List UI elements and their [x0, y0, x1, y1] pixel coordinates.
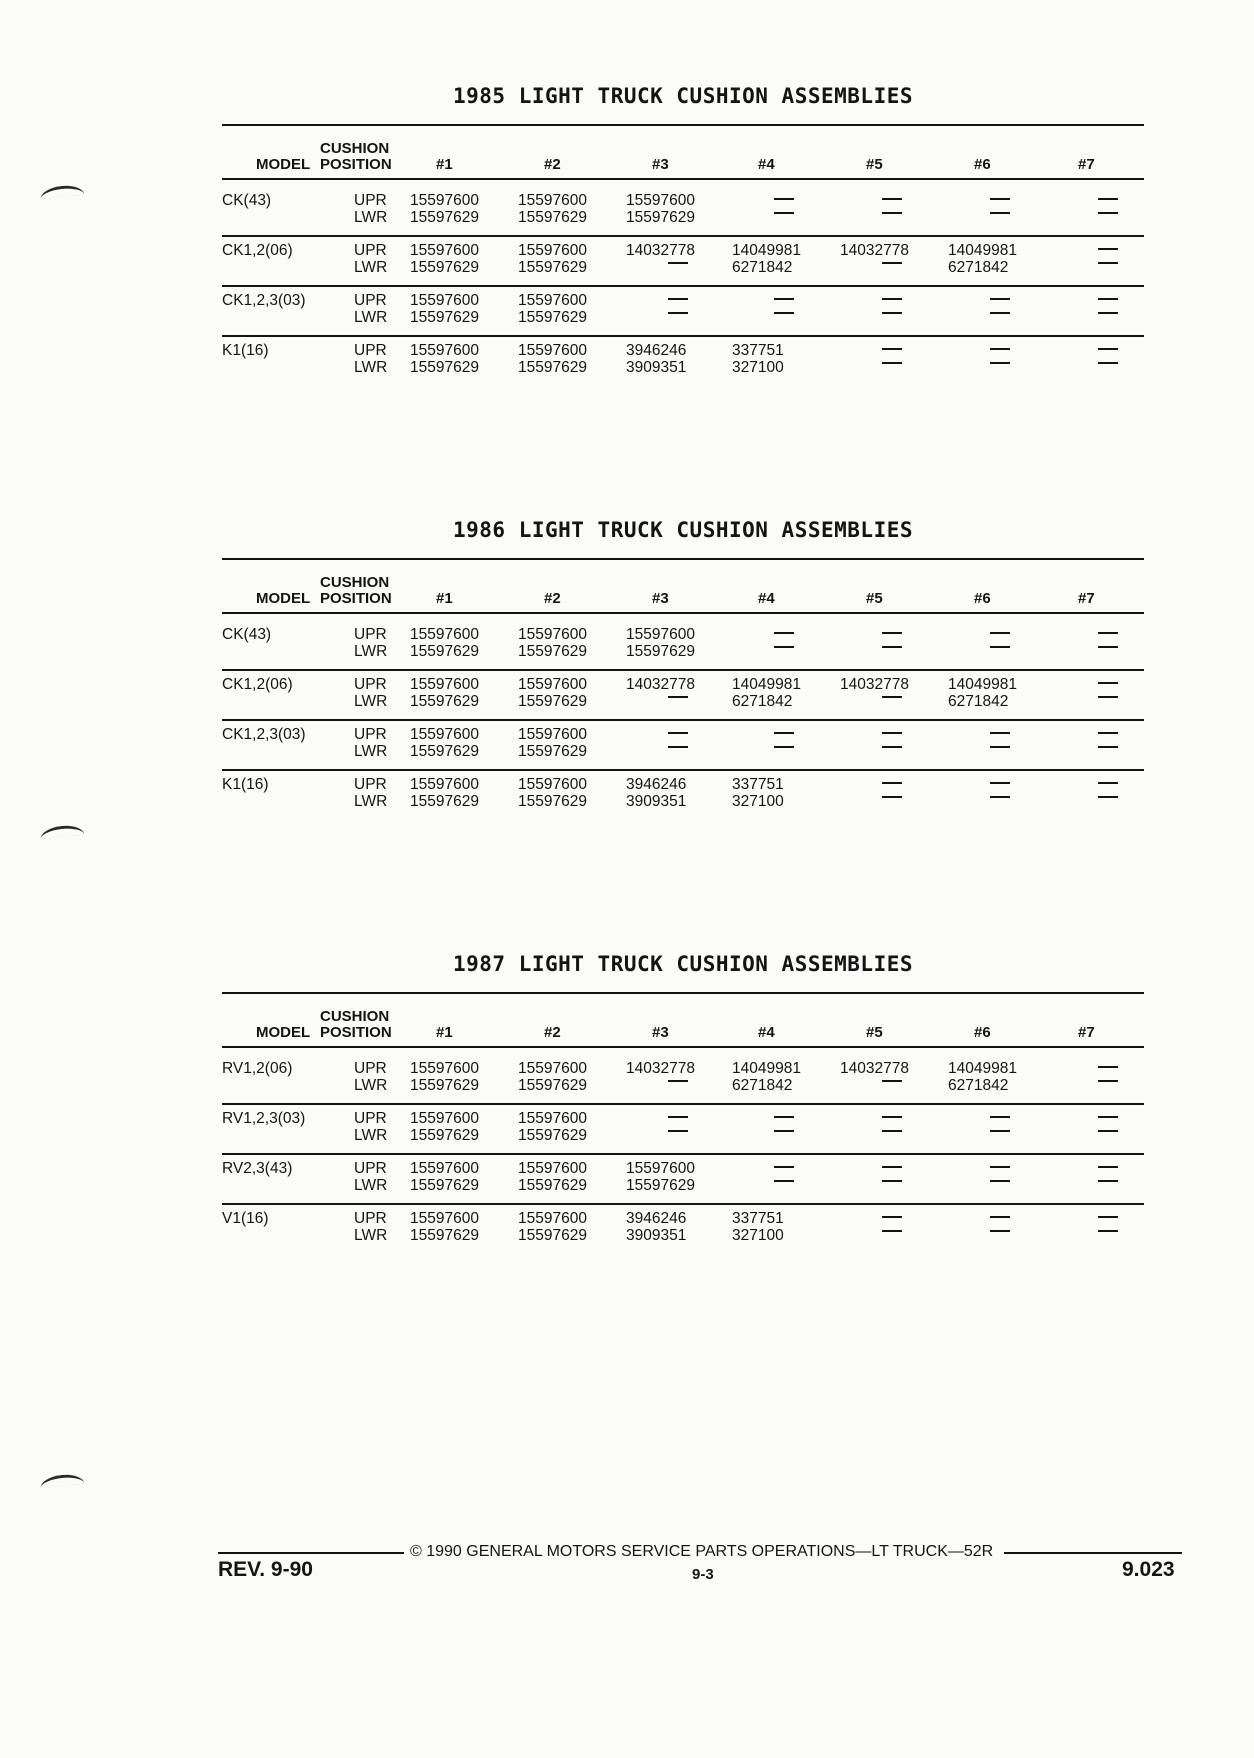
- empty-dash: [882, 1080, 902, 1082]
- position-upr: UPR: [354, 192, 387, 209]
- position-upr: UPR: [354, 242, 387, 259]
- position-lwr: LWR: [354, 1177, 388, 1194]
- row-divider: [222, 1103, 1144, 1105]
- empty-dash: [1098, 696, 1118, 698]
- table-row: [222, 1060, 1144, 1100]
- header-col-2: #2: [544, 590, 561, 607]
- empty-dash: [882, 796, 902, 798]
- empty-dash: [990, 312, 1010, 314]
- model-cell: CK1,2(06): [222, 676, 293, 693]
- model-cell: CK1,2,3(03): [222, 292, 306, 309]
- header-col-1: #1: [436, 156, 453, 173]
- part-number-lwr: 15597629: [518, 793, 587, 810]
- part-number-lwr: 15597629: [626, 1177, 695, 1194]
- empty-dash: [882, 312, 902, 314]
- empty-dash: [882, 732, 902, 734]
- cushion-table-2: [222, 518, 1144, 818]
- empty-dash: [882, 632, 902, 634]
- header-col-6: #6: [974, 156, 991, 173]
- part-number-upr: 14049981: [948, 1060, 1017, 1077]
- empty-dash: [882, 1130, 902, 1132]
- part-number-upr: 15597600: [626, 626, 695, 643]
- position-upr: UPR: [354, 292, 387, 309]
- part-number-lwr: 6271842: [732, 693, 793, 710]
- empty-dash: [882, 212, 902, 214]
- part-number-upr: 15597600: [410, 1060, 479, 1077]
- table-title: 1985 LIGHT TRUCK CUSHION ASSEMBLIES: [452, 84, 913, 108]
- part-number-upr: 14032778: [626, 1060, 695, 1077]
- empty-dash: [668, 696, 688, 698]
- model-cell: K1(16): [222, 342, 269, 359]
- footer-doc-number: 9.023: [1122, 1558, 1175, 1581]
- header-model: MODEL: [256, 1024, 311, 1041]
- part-number-lwr: 327100: [732, 1227, 784, 1244]
- table-row: [222, 1110, 1144, 1150]
- part-number-lwr: 15597629: [410, 259, 479, 276]
- header-col-3: #3: [652, 156, 669, 173]
- empty-dash: [668, 1080, 688, 1082]
- position-lwr: LWR: [354, 1227, 388, 1244]
- binder-crease-top: [40, 184, 85, 200]
- part-number-upr: 15597600: [518, 626, 587, 643]
- part-number-lwr: 15597629: [518, 643, 587, 660]
- empty-dash: [1098, 262, 1118, 264]
- header-model: MODEL: [256, 590, 311, 607]
- part-number-lwr: 15597629: [518, 259, 587, 276]
- part-number-upr: 15597600: [518, 1160, 587, 1177]
- header-cushion: CUSHION: [320, 1008, 390, 1025]
- empty-dash: [990, 1230, 1010, 1232]
- header-col-5: #5: [866, 1024, 883, 1041]
- part-number-upr: 15597600: [410, 292, 479, 309]
- part-number-lwr: 15597629: [410, 693, 479, 710]
- part-number-lwr: 15597629: [410, 1227, 479, 1244]
- part-number-upr: 14032778: [840, 1060, 909, 1077]
- part-number-upr: 15597600: [410, 1160, 479, 1177]
- model-cell: RV2,3(43): [222, 1160, 293, 1177]
- model-cell: RV1,2,3(03): [222, 1110, 306, 1127]
- part-number-upr: 15597600: [518, 192, 587, 209]
- table-row: [222, 192, 1144, 232]
- part-number-lwr: 15597629: [410, 743, 479, 760]
- empty-dash: [774, 298, 794, 300]
- position-upr: UPR: [354, 1060, 387, 1077]
- empty-dash: [774, 1130, 794, 1132]
- header-col-2: #2: [544, 156, 561, 173]
- part-number-lwr: 327100: [732, 793, 784, 810]
- part-number-upr: 15597600: [626, 1160, 695, 1177]
- empty-dash: [1098, 1180, 1118, 1182]
- row-divider: [222, 285, 1144, 287]
- empty-dash: [882, 348, 902, 350]
- header-col-2: #2: [544, 1024, 561, 1041]
- part-number-lwr: 15597629: [518, 309, 587, 326]
- part-number-upr: 14049981: [732, 242, 801, 259]
- empty-dash: [882, 262, 902, 264]
- header-col-7: #7: [1078, 1024, 1095, 1041]
- empty-dash: [1098, 732, 1118, 734]
- part-number-lwr: 15597629: [410, 359, 479, 376]
- empty-dash: [1098, 298, 1118, 300]
- empty-dash: [882, 198, 902, 200]
- empty-dash: [1098, 1130, 1118, 1132]
- row-divider: [222, 669, 1144, 671]
- part-number-upr: 15597600: [518, 776, 587, 793]
- part-number-lwr: 15597629: [410, 309, 479, 326]
- empty-dash: [774, 198, 794, 200]
- empty-dash: [774, 732, 794, 734]
- part-number-lwr: 15597629: [518, 693, 587, 710]
- empty-dash: [990, 1130, 1010, 1132]
- empty-dash: [882, 1166, 902, 1168]
- header-col-4: #4: [758, 590, 775, 607]
- empty-dash: [1098, 646, 1118, 648]
- position-upr: UPR: [354, 1110, 387, 1127]
- row-divider: [222, 335, 1144, 337]
- empty-dash: [882, 362, 902, 364]
- part-number-lwr: 15597629: [626, 209, 695, 226]
- position-lwr: LWR: [354, 359, 388, 376]
- part-number-lwr: 6271842: [732, 259, 793, 276]
- empty-dash: [668, 732, 688, 734]
- empty-dash: [774, 1180, 794, 1182]
- empty-dash: [668, 262, 688, 264]
- empty-dash: [774, 1116, 794, 1118]
- empty-dash: [1098, 1116, 1118, 1118]
- part-number-upr: 15597600: [410, 192, 479, 209]
- part-number-lwr: 15597629: [410, 1177, 479, 1194]
- header-col-4: #4: [758, 156, 775, 173]
- part-number-upr: 3946246: [626, 776, 687, 793]
- part-number-lwr: 3909351: [626, 359, 687, 376]
- table-top-rule: [222, 558, 1144, 560]
- cushion-table-1: [222, 84, 1144, 384]
- empty-dash: [1098, 312, 1118, 314]
- header-col-5: #5: [866, 156, 883, 173]
- row-divider: [222, 235, 1144, 237]
- empty-dash: [668, 1130, 688, 1132]
- header-col-1: #1: [436, 590, 453, 607]
- part-number-lwr: 15597629: [410, 793, 479, 810]
- part-number-lwr: 15597629: [410, 209, 479, 226]
- empty-dash: [1098, 796, 1118, 798]
- part-number-lwr: 6271842: [948, 693, 1009, 710]
- empty-dash: [990, 1116, 1010, 1118]
- header-col-4: #4: [758, 1024, 775, 1041]
- empty-dash: [1098, 782, 1118, 784]
- empty-dash: [990, 632, 1010, 634]
- empty-dash: [1098, 682, 1118, 684]
- part-number-lwr: 15597629: [410, 643, 479, 660]
- empty-dash: [1098, 1230, 1118, 1232]
- empty-dash: [668, 298, 688, 300]
- footer-rule-right: [1004, 1552, 1182, 1554]
- part-number-upr: 15597600: [518, 1060, 587, 1077]
- part-number-upr: 337751: [732, 776, 784, 793]
- table-top-rule: [222, 992, 1144, 994]
- position-lwr: LWR: [354, 209, 388, 226]
- part-number-upr: 15597600: [410, 1210, 479, 1227]
- table-row: [222, 242, 1144, 282]
- empty-dash: [990, 646, 1010, 648]
- binder-crease-middle: [40, 824, 85, 840]
- empty-dash: [882, 782, 902, 784]
- empty-dash: [1098, 1066, 1118, 1068]
- part-number-upr: 15597600: [410, 342, 479, 359]
- header-col-3: #3: [652, 590, 669, 607]
- empty-dash: [668, 1116, 688, 1118]
- part-number-lwr: 3909351: [626, 1227, 687, 1244]
- empty-dash: [774, 312, 794, 314]
- empty-dash: [990, 1180, 1010, 1182]
- part-number-lwr: 15597629: [518, 359, 587, 376]
- part-number-lwr: 15597629: [518, 743, 587, 760]
- model-cell: CK(43): [222, 626, 272, 643]
- empty-dash: [882, 1180, 902, 1182]
- part-number-lwr: 15597629: [410, 1077, 479, 1094]
- empty-dash: [882, 696, 902, 698]
- position-upr: UPR: [354, 776, 387, 793]
- part-number-upr: 337751: [732, 342, 784, 359]
- part-number-lwr: 15597629: [518, 1077, 587, 1094]
- header-rule: [222, 1046, 1144, 1048]
- position-lwr: LWR: [354, 1127, 388, 1144]
- part-number-lwr: 15597629: [518, 209, 587, 226]
- empty-dash: [990, 348, 1010, 350]
- empty-dash: [774, 1166, 794, 1168]
- part-number-upr: 14049981: [732, 676, 801, 693]
- position-upr: UPR: [354, 626, 387, 643]
- part-number-upr: 15597600: [410, 626, 479, 643]
- part-number-upr: 14049981: [948, 242, 1017, 259]
- position-lwr: LWR: [354, 793, 388, 810]
- empty-dash: [990, 1166, 1010, 1168]
- empty-dash: [990, 796, 1010, 798]
- header-position: POSITION: [320, 590, 392, 607]
- empty-dash: [774, 646, 794, 648]
- header-rule: [222, 178, 1144, 180]
- part-number-lwr: 15597629: [626, 643, 695, 660]
- position-upr: UPR: [354, 676, 387, 693]
- empty-dash: [1098, 1080, 1118, 1082]
- empty-dash: [990, 1216, 1010, 1218]
- header-col-6: #6: [974, 590, 991, 607]
- part-number-lwr: 6271842: [948, 1077, 1009, 1094]
- footer-rule-left: [218, 1552, 404, 1554]
- empty-dash: [1098, 198, 1118, 200]
- position-lwr: LWR: [354, 1077, 388, 1094]
- empty-dash: [1098, 348, 1118, 350]
- empty-dash: [882, 646, 902, 648]
- part-number-upr: 14049981: [948, 676, 1017, 693]
- part-number-upr: 14032778: [626, 242, 695, 259]
- empty-dash: [774, 632, 794, 634]
- part-number-lwr: 15597629: [518, 1127, 587, 1144]
- empty-dash: [1098, 746, 1118, 748]
- position-lwr: LWR: [354, 643, 388, 660]
- empty-dash: [990, 782, 1010, 784]
- table-title: 1986 LIGHT TRUCK CUSHION ASSEMBLIES: [452, 518, 913, 542]
- part-number-upr: 337751: [732, 1210, 784, 1227]
- part-number-lwr: 6271842: [948, 259, 1009, 276]
- part-number-upr: 15597600: [410, 726, 479, 743]
- model-cell: CK1,2,3(03): [222, 726, 306, 743]
- model-cell: V1(16): [222, 1210, 269, 1227]
- cushion-table-3: [222, 952, 1144, 1252]
- model-cell: CK(43): [222, 192, 272, 209]
- header-col-5: #5: [866, 590, 883, 607]
- part-number-upr: 15597600: [410, 776, 479, 793]
- part-number-upr: 15597600: [518, 726, 587, 743]
- empty-dash: [1098, 632, 1118, 634]
- model-cell: K1(16): [222, 776, 269, 793]
- binder-crease-bottom: [40, 1473, 85, 1489]
- part-number-upr: 15597600: [410, 1110, 479, 1127]
- empty-dash: [1098, 1216, 1118, 1218]
- position-lwr: LWR: [354, 693, 388, 710]
- part-number-lwr: 3909351: [626, 793, 687, 810]
- empty-dash: [1098, 1166, 1118, 1168]
- part-number-upr: 15597600: [518, 676, 587, 693]
- table-row: [222, 292, 1144, 332]
- position-upr: UPR: [354, 1210, 387, 1227]
- empty-dash: [774, 746, 794, 748]
- table-row: [222, 676, 1144, 716]
- footer-copyright: © 1990 GENERAL MOTORS SERVICE PARTS OPERATIONS—LT TRUCK—52R: [410, 1543, 994, 1560]
- table-row: [222, 1210, 1144, 1250]
- header-col-1: #1: [436, 1024, 453, 1041]
- header-position: POSITION: [320, 1024, 392, 1041]
- position-lwr: LWR: [354, 259, 388, 276]
- header-col-7: #7: [1078, 590, 1095, 607]
- part-number-upr: 14032778: [840, 242, 909, 259]
- header-cushion: CUSHION: [320, 574, 390, 591]
- part-number-upr: 15597600: [518, 342, 587, 359]
- header-col-3: #3: [652, 1024, 669, 1041]
- part-number-upr: 14049981: [732, 1060, 801, 1077]
- table-title: 1987 LIGHT TRUCK CUSHION ASSEMBLIES: [452, 952, 913, 976]
- empty-dash: [882, 1116, 902, 1118]
- part-number-upr: 15597600: [518, 292, 587, 309]
- part-number-lwr: 327100: [732, 359, 784, 376]
- part-number-upr: 15597600: [410, 242, 479, 259]
- table-row: [222, 626, 1144, 666]
- empty-dash: [990, 362, 1010, 364]
- empty-dash: [990, 732, 1010, 734]
- empty-dash: [882, 1230, 902, 1232]
- table-row: [222, 342, 1144, 382]
- row-divider: [222, 719, 1144, 721]
- empty-dash: [1098, 212, 1118, 214]
- part-number-upr: 3946246: [626, 1210, 687, 1227]
- part-number-lwr: 15597629: [518, 1177, 587, 1194]
- row-divider: [222, 1203, 1144, 1205]
- header-col-6: #6: [974, 1024, 991, 1041]
- model-cell: RV1,2(06): [222, 1060, 293, 1077]
- position-upr: UPR: [354, 726, 387, 743]
- model-cell: CK1,2(06): [222, 242, 293, 259]
- table-row: [222, 776, 1144, 816]
- row-divider: [222, 1153, 1144, 1155]
- part-number-upr: 15597600: [518, 242, 587, 259]
- part-number-lwr: 15597629: [410, 1127, 479, 1144]
- empty-dash: [668, 312, 688, 314]
- part-number-upr: 14032778: [626, 676, 695, 693]
- footer-rev: REV. 9-90: [218, 1558, 313, 1581]
- empty-dash: [882, 746, 902, 748]
- empty-dash: [774, 212, 794, 214]
- footer-page-number: 9-3: [692, 1566, 714, 1583]
- table-top-rule: [222, 124, 1144, 126]
- position-lwr: LWR: [354, 743, 388, 760]
- position-upr: UPR: [354, 1160, 387, 1177]
- table-row: [222, 1160, 1144, 1200]
- part-number-lwr: 6271842: [732, 1077, 793, 1094]
- part-number-lwr: 15597629: [518, 1227, 587, 1244]
- empty-dash: [990, 198, 1010, 200]
- part-number-upr: 14032778: [840, 676, 909, 693]
- position-upr: UPR: [354, 342, 387, 359]
- part-number-upr: 15597600: [410, 676, 479, 693]
- header-col-7: #7: [1078, 156, 1095, 173]
- empty-dash: [1098, 362, 1118, 364]
- empty-dash: [990, 746, 1010, 748]
- part-number-upr: 15597600: [518, 1110, 587, 1127]
- table-row: [222, 726, 1144, 766]
- empty-dash: [1098, 248, 1118, 250]
- empty-dash: [990, 212, 1010, 214]
- header-model: MODEL: [256, 156, 311, 173]
- empty-dash: [882, 1216, 902, 1218]
- header-cushion: CUSHION: [320, 140, 390, 157]
- empty-dash: [990, 298, 1010, 300]
- header-rule: [222, 612, 1144, 614]
- part-number-upr: 15597600: [626, 192, 695, 209]
- header-position: POSITION: [320, 156, 392, 173]
- part-number-upr: 3946246: [626, 342, 687, 359]
- position-lwr: LWR: [354, 309, 388, 326]
- row-divider: [222, 769, 1144, 771]
- part-number-upr: 15597600: [518, 1210, 587, 1227]
- empty-dash: [668, 746, 688, 748]
- empty-dash: [882, 298, 902, 300]
